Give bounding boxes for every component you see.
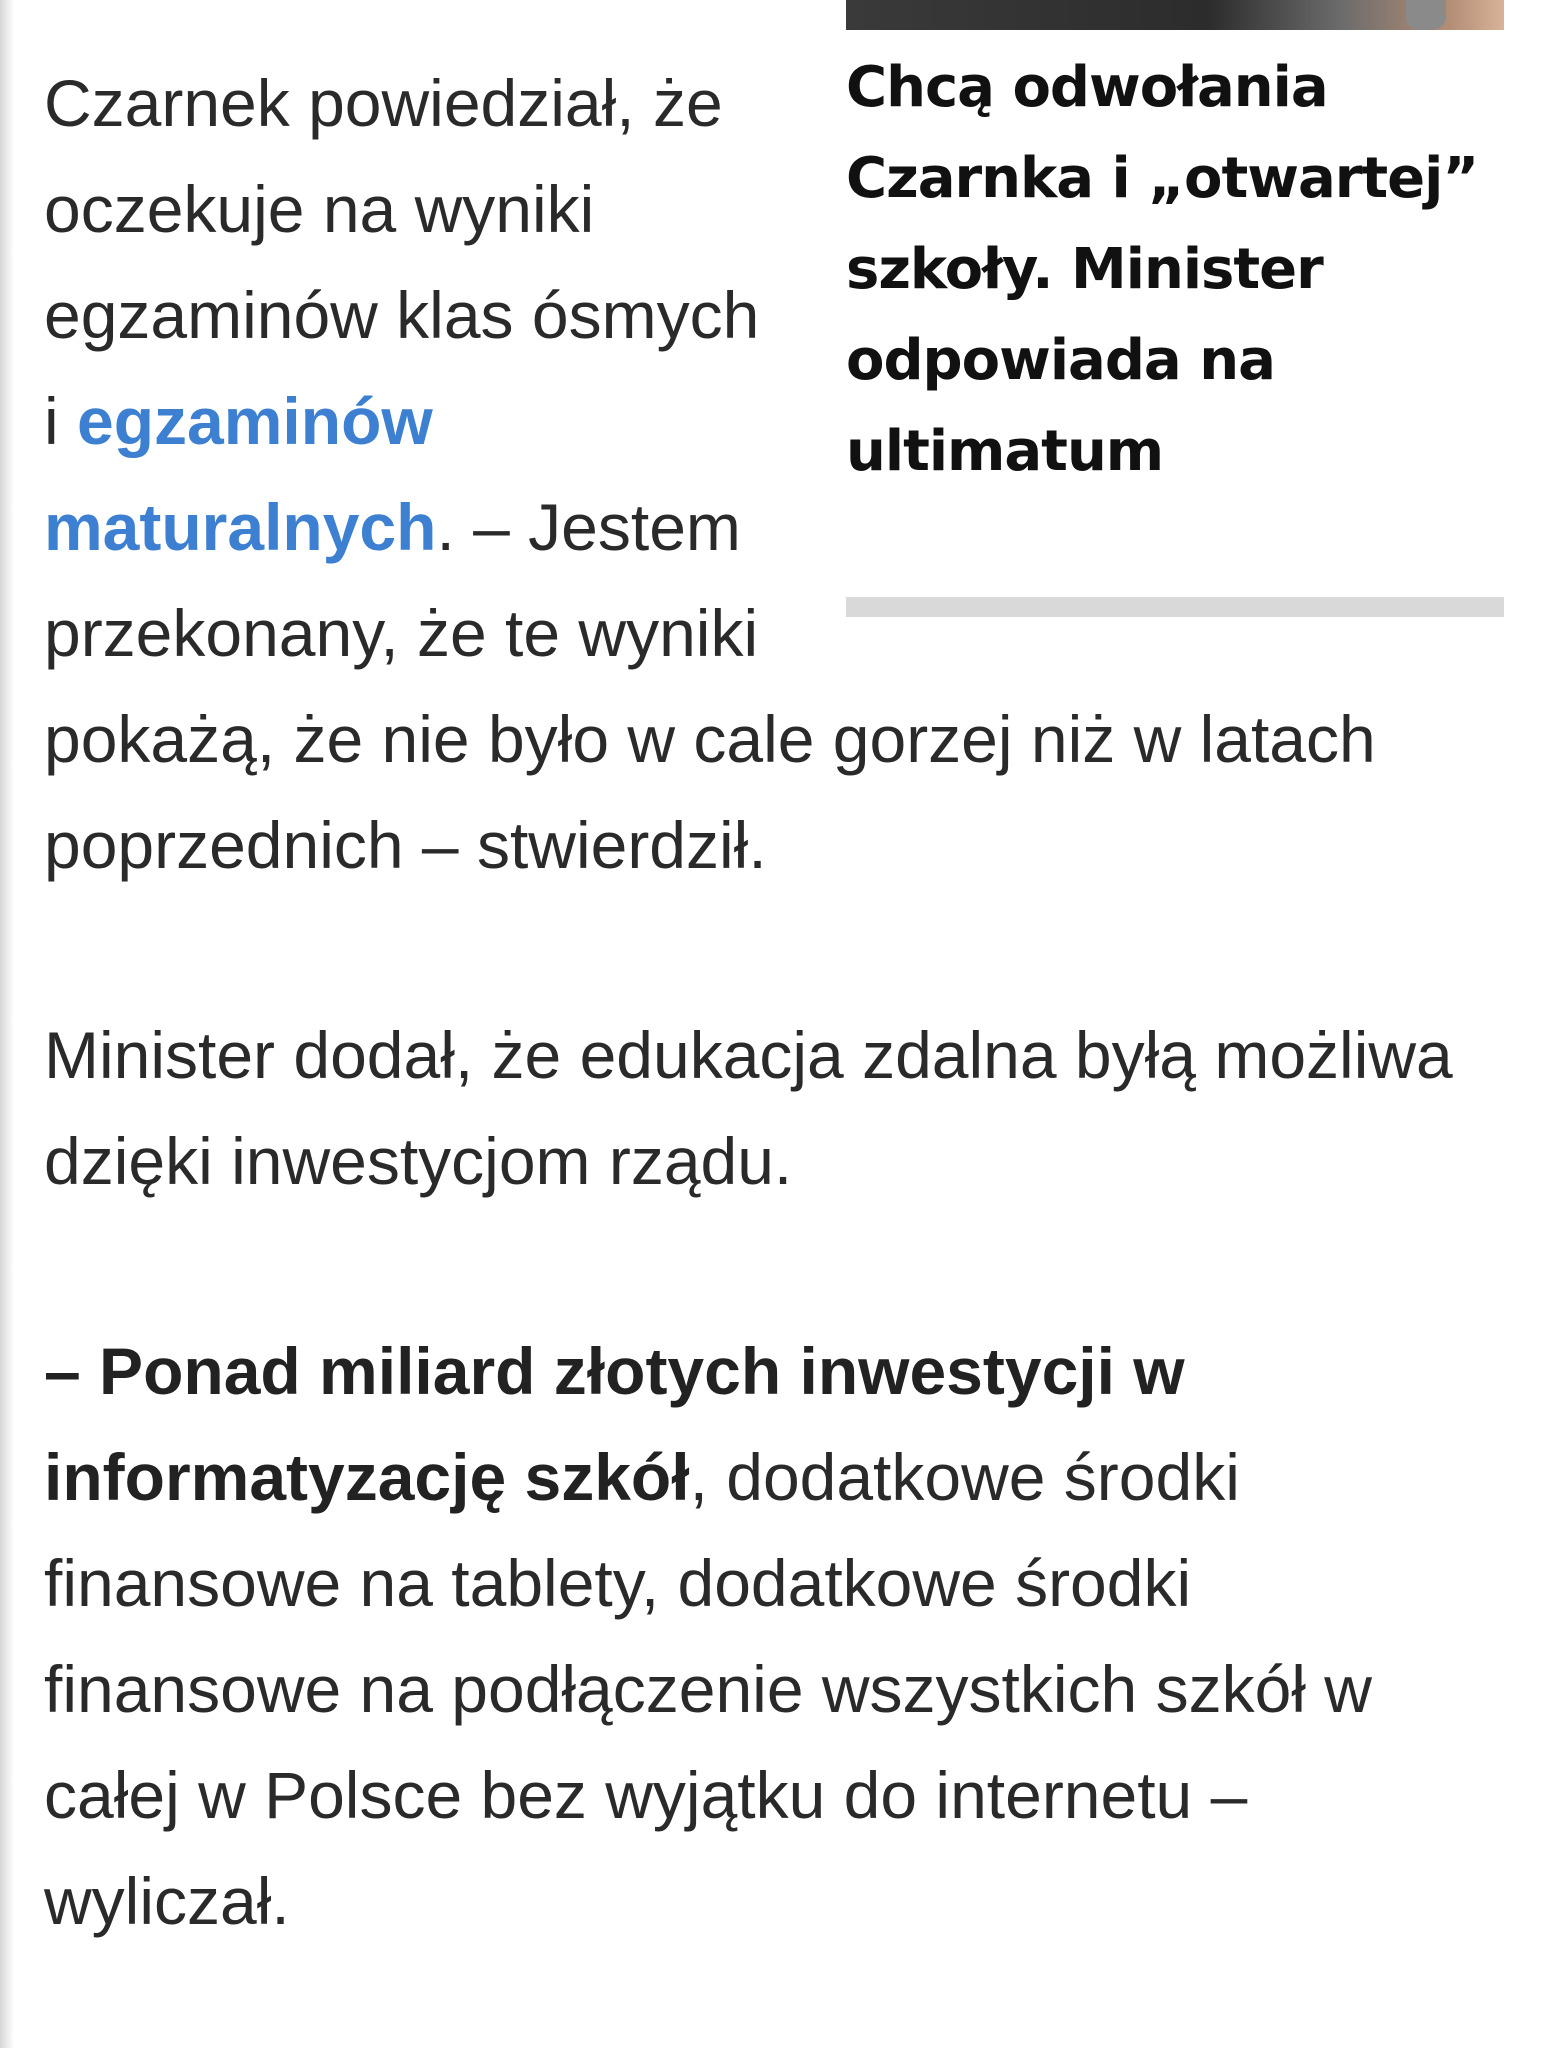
related-divider xyxy=(846,597,1504,617)
page-edge-shadow xyxy=(0,0,14,2048)
related-article-image[interactable] xyxy=(846,0,1504,30)
related-article-title[interactable]: Chcą odwołania Czarnka i „otwartej” szkoły. Minister odpowiada na ultimatum xyxy=(846,55,1479,484)
article-body xyxy=(44,0,1504,1954)
exam-results-link[interactable]: egzaminów maturalnych xyxy=(44,384,437,564)
paragraph-3-bold: – Ponad miliard złotych inwestycji w informatyzację szkół xyxy=(44,1334,1185,1514)
paragraph-1-tail: . – Jestem przekonany, że te wyniki pokażą, że nie było w cale gorzej niż w latach poprzednich – stwierdził. xyxy=(44,490,1376,882)
article-paragraph-3 xyxy=(44,1318,1504,1954)
related-article-card[interactable] xyxy=(846,0,1504,617)
paragraph-3-rest: , dodatkowe środki finansowe na tablety, dodatkowe środki finansowe na podłączenie wszystkich szkół w całej w Polsce bez wyjątku do internetu – wyliczał. xyxy=(44,1440,1372,1938)
paragraph-1-lead: Czarnek powiedział, że oczekuje na wyniki egzaminów klas ósmych i xyxy=(44,66,760,458)
article-paragraph-2: Minister dodał, że edukacja zdalna byłą możliwa dzięki inwestycjom rządu. xyxy=(44,1018,1453,1198)
